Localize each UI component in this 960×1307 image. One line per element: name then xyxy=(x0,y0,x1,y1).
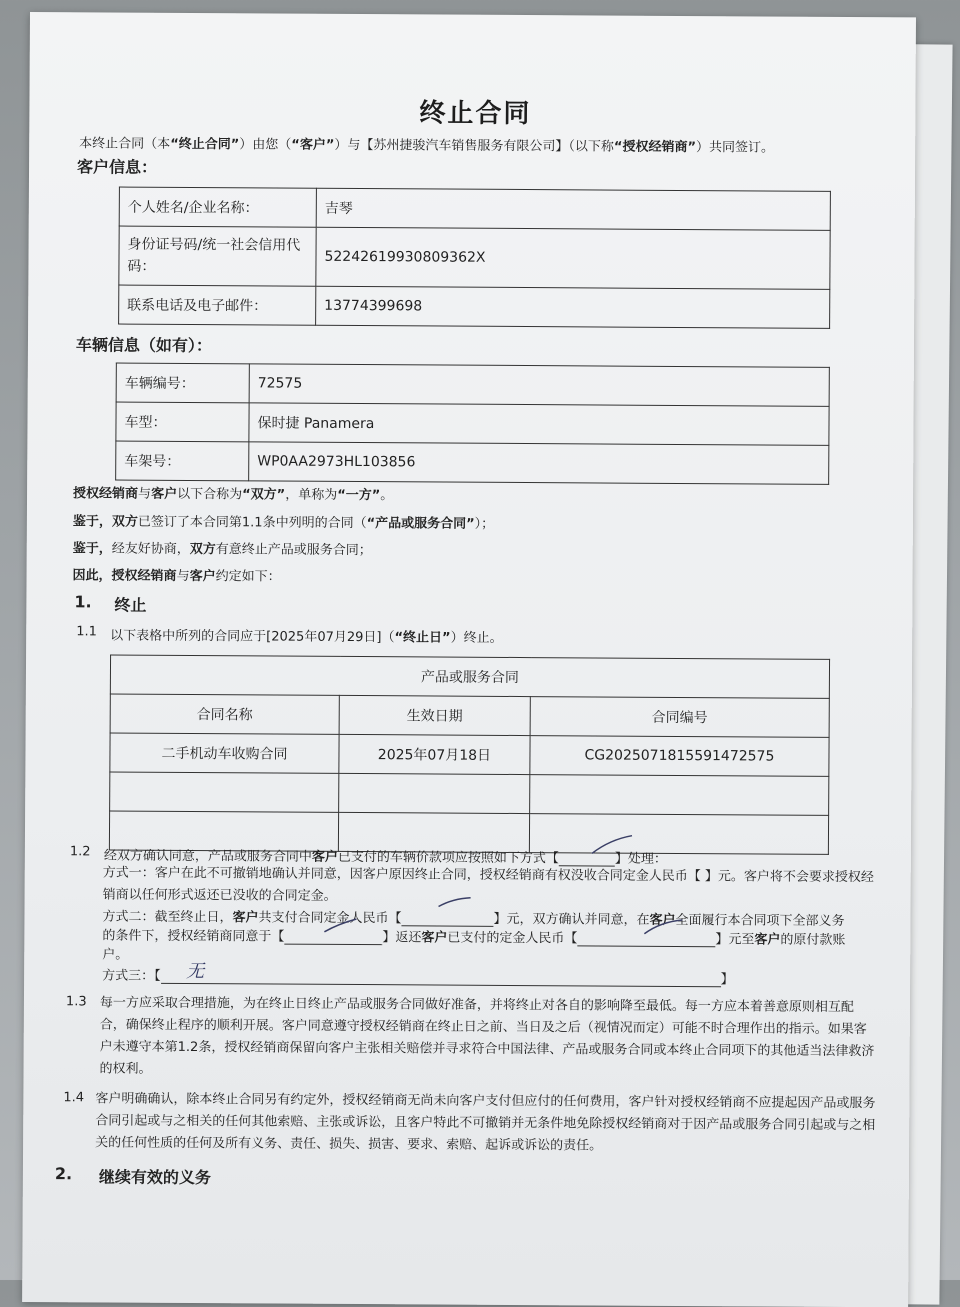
clause-1-1-number: 1.1 xyxy=(76,624,97,640)
recital-4-bold-1: 因此， xyxy=(72,568,112,584)
recital-4-bold-2: 授权经销商 xyxy=(111,568,177,584)
method-two-text-7: 已支付的定金人民币【 xyxy=(447,930,578,947)
method-two-text-5: 的条件下，授权经销商同意于【 xyxy=(102,928,285,945)
intro-paragraph xyxy=(79,132,774,155)
clause-1-1-text-1: 以下表格中所列的合同应于[2025年07月29日]（ xyxy=(110,628,395,646)
recital-1-text-3: ，单称为 xyxy=(285,487,338,503)
document-title: 终止合同 xyxy=(419,98,532,130)
recital-3-bold-1: 鉴于， xyxy=(72,541,112,557)
recital-1-text-1: 与 xyxy=(138,486,152,502)
table-row xyxy=(119,187,830,230)
contract-name-cell: 二手机动车收购合同 xyxy=(110,733,339,773)
method-three-text-1: 方式三：【 xyxy=(102,968,161,984)
intro-bold-3: “授权经销商” xyxy=(613,139,697,156)
section-2-number: 2. xyxy=(54,1164,73,1184)
header-contract-name: 合同名称 xyxy=(110,694,339,734)
table-row xyxy=(110,733,829,776)
customer-id-label: 身份证号码/统一社会信用代码： xyxy=(119,226,316,286)
customer-id-value: 52242619930809362X xyxy=(316,227,830,289)
recital-1-bold-3: “双方” xyxy=(242,487,286,503)
table-row xyxy=(119,285,830,328)
method-two-bold-1: 客户 xyxy=(232,910,259,926)
recital-3-text-2: 有意终止产品或服务合同； xyxy=(215,542,372,559)
clause-1-2-lead-bold: 客户 xyxy=(311,849,338,865)
intro-text-4: ）共同签订。 xyxy=(695,140,775,156)
vehicle-number-label: 车辆编号： xyxy=(116,363,249,403)
table-row xyxy=(116,363,829,406)
table-row xyxy=(110,772,829,815)
intro-bold-1: “终止合同” xyxy=(170,136,240,153)
vin-label: 车架号： xyxy=(116,441,249,481)
document-page xyxy=(22,12,916,1307)
handwritten-stroke-mark xyxy=(642,916,686,938)
customer-contact-value: 13774399698 xyxy=(316,286,830,328)
handwritten-stroke-mark xyxy=(322,916,362,936)
clause-1-2-lead-2: 已支付的车辆价款项应按照如下方式【 xyxy=(337,849,559,867)
method-two-bold-2: 客户 xyxy=(649,912,676,928)
method-two-text-3: 】元，双方确认并同意，在 xyxy=(493,911,650,928)
recital-2-bold-3: “产品或服务合同” xyxy=(366,516,475,532)
deposit-total-blank xyxy=(401,911,493,927)
handwritten-stroke-mark xyxy=(437,895,477,909)
method-two-bold-4: 客户 xyxy=(754,932,781,948)
vehicle-model-value: 保时捷 Panamera xyxy=(249,403,829,446)
method-two-text-2: 共支付合同定金人民币【 xyxy=(258,910,402,927)
clause-1-3-number: 1.3 xyxy=(65,994,87,1010)
clause-1-1-text-2: ）终止。 xyxy=(450,630,503,646)
customer-info-table xyxy=(118,187,831,329)
header-effective-date: 生效日期 xyxy=(339,695,530,735)
clause-1-2-number: 1.2 xyxy=(69,844,91,860)
header-contract-number: 合同编号 xyxy=(530,697,829,738)
table-row xyxy=(119,226,830,289)
table-row xyxy=(110,655,829,698)
recital-whereas-1 xyxy=(73,510,494,532)
clause-1-4-number: 1.4 xyxy=(63,1090,85,1106)
termination-date-term: “终止日” xyxy=(394,630,451,646)
intro-bold-2: “客户” xyxy=(291,137,335,153)
recital-2-text-2: ）； xyxy=(474,516,495,532)
vehicle-number-value: 72575 xyxy=(249,364,829,407)
customer-name-label: 个人姓名/企业名称： xyxy=(119,187,316,227)
clause-1-3-text: 每一方应采取合理措施，为在终止日终止产品或服务合同做好准备，并将终止对各自的影响降至最低。每一方应本着善意原则相互配合，确保终止程序的顺利开展。客户同意遵守授权经销商在终止日之前、当日及之后（视情况而定）可能不时合理作出的指示。如果客户未遵守本第1.2条，授权经销商保留向客户主张相关赔偿并寻求符合中国法律、产品或服务合同或本终止合同项下的其他适当法律救济的权利。 xyxy=(99,995,875,1077)
table-row xyxy=(116,441,829,484)
handwritten-method-three: 无 xyxy=(186,960,205,983)
method-one: 方式一：客户在此不可撤销地确认并同意，因客户原因终止合同，授权经销商有权没收合同定金人民币【 】元。客户将不会要求授权经销商以任何形式返还已没收的合同定金。 xyxy=(102,865,874,904)
clause-1-2-lead-1: 经双方确认同意，产品或服务合同中 xyxy=(103,848,312,865)
contract-number-cell xyxy=(530,775,829,816)
method-two-text-9: 的原付款账 xyxy=(780,932,846,948)
clause-1-2-lead-3: 】处理： xyxy=(614,851,667,867)
recital-4-bold-3: 客户 xyxy=(189,568,216,585)
clause-1-4-text: 客户明确确认，除本终止合同另有约定外，授权经销商无尚未向客户支付但应付的任何费用，客户针对授权经销商不应提起因产品或服务合同引起或与之相关的任何其他索赔、主张或诉讼，且客户特此不可撤销并无条件地免除授权经销商对于因产品或服务合同引起或与之相关的任何性质的任何及所有义务、责任、损失、损害、要求、索赔、起诉或诉讼的责任。 xyxy=(95,1091,876,1154)
method-two-text-1: 方式二：截至终止日， xyxy=(102,909,233,926)
contracts-table xyxy=(109,655,830,855)
method-two-line-3: 户。 xyxy=(102,947,129,963)
method-two-line-2 xyxy=(102,924,845,948)
intro-text-3: ）与【苏州捷骏汽车销售服务有限公司】（以下称 xyxy=(334,137,614,155)
customer-contact-label: 联系电话及电子邮件： xyxy=(119,285,316,325)
recital-therefore xyxy=(73,564,281,584)
intro-text-1: 本终止合同（本 xyxy=(79,136,171,152)
vehicle-model-label: 车型： xyxy=(116,402,249,442)
recital-3-text-1: 经友好协商， xyxy=(111,541,190,557)
recital-1-bold-2: 客户 xyxy=(151,486,178,502)
recital-1-bold-1: 授权经销商 xyxy=(73,486,139,502)
recital-1-text-4: 。 xyxy=(380,488,394,504)
section-2-title: 继续有效的义务 xyxy=(98,1167,211,1188)
contract-name-cell xyxy=(110,772,339,812)
section-1-title: 终止 xyxy=(114,595,147,615)
method-two-text-6: 】返还 xyxy=(382,930,422,946)
contract-number-cell: CG2025071815591472575 xyxy=(530,736,829,777)
recital-1-text-2: 以下合称为 xyxy=(177,486,243,503)
vehicle-heading: 车辆信息（如有）： xyxy=(75,335,213,356)
clause-1-1-text xyxy=(110,625,503,646)
recital-3-bold-2: 双方 xyxy=(189,541,216,558)
table-row xyxy=(110,694,829,737)
recital-2-bold-1: 鉴于， xyxy=(72,514,112,530)
intro-text-2: ）由您（ xyxy=(239,137,292,153)
method-two-bold-3: 客户 xyxy=(421,930,448,946)
vehicle-info-table xyxy=(115,363,830,485)
method-two-text-4: 全面履行本合同项下全部义务 xyxy=(675,912,845,929)
section-1-number: 1. xyxy=(74,592,92,612)
recital-4-text-2: 约定如下： xyxy=(215,569,281,585)
recital-parties xyxy=(73,482,393,503)
recital-2-bold-2: 双方 xyxy=(111,514,138,530)
contract-date-cell xyxy=(339,773,530,813)
contracts-caption: 产品或服务合同 xyxy=(110,655,829,698)
recital-2-text-1: 已签订了本合同第1.1条中列明的合同（ xyxy=(137,514,367,532)
customer-heading: 客户信息： xyxy=(76,157,158,177)
contract-date-cell: 2025年07月18日 xyxy=(339,734,530,774)
customer-name-value: 吉琴 xyxy=(316,188,830,230)
method-two-text-8: 】元至 xyxy=(715,932,755,948)
recital-4-text-1: 与 xyxy=(176,568,190,584)
vin-value: WP0AA2973HL103856 xyxy=(249,442,829,485)
table-row xyxy=(116,402,829,445)
recital-whereas-2 xyxy=(73,537,372,558)
recital-1-bold-4: “一方” xyxy=(337,487,381,504)
method-three-text-2: 】 xyxy=(720,972,734,988)
method-three-blank xyxy=(161,969,721,987)
handwritten-stroke-mark xyxy=(590,833,640,857)
